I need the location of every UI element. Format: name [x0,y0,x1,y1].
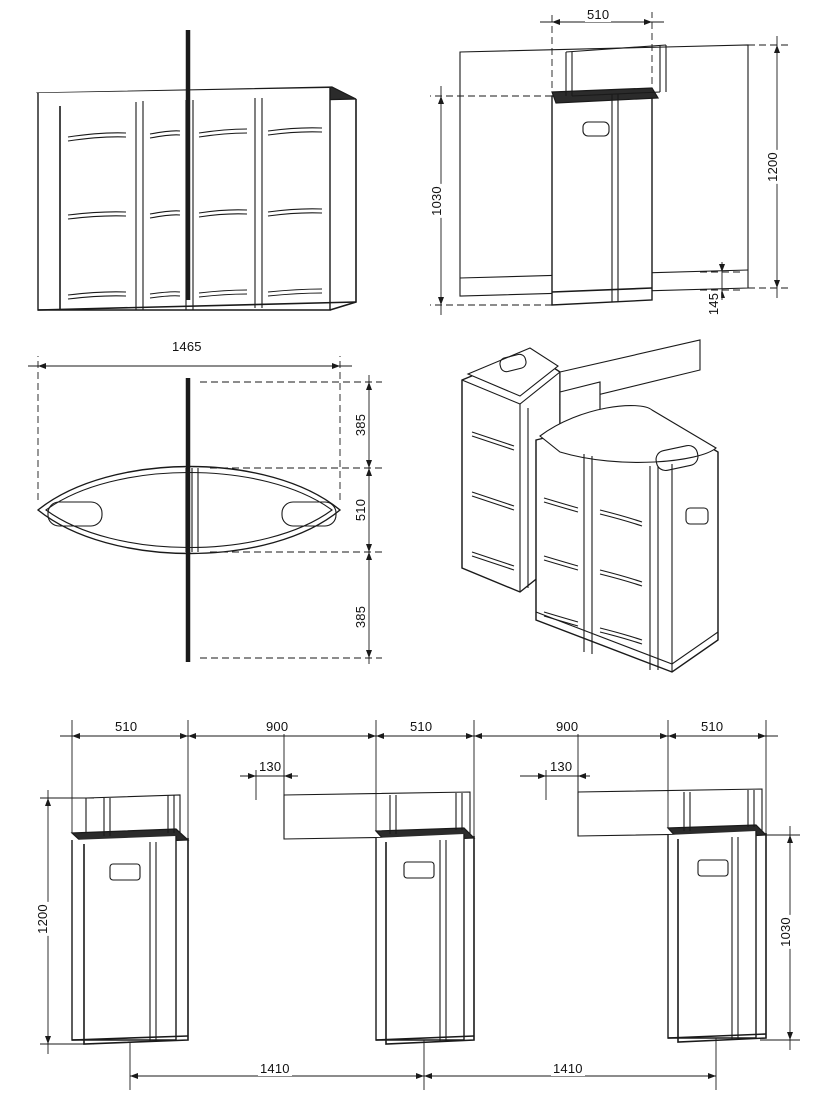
view-top-plan [28,356,382,664]
dim-side-base-145: 145 [706,292,722,316]
dim-lane-span-1-1410: 1410 [260,1061,290,1076]
dim-plan-length-1465: 1465 [172,339,202,354]
dim-lane-span-2-1410: 1410 [553,1061,583,1076]
dim-plan-wing-rear-385: 385 [353,605,369,629]
dim-plan-width-510: 510 [353,498,369,522]
dim-lane-glass-1-130: 130 [259,759,282,774]
dim-lane-height-1200: 1200 [34,904,50,934]
dim-lane-cabinet-2-510: 510 [410,719,433,734]
dim-lane-glass-2-130: 130 [550,759,573,774]
dim-lane-height-1030: 1030 [777,917,793,947]
dim-lane-gap-1-900: 900 [266,719,289,734]
dim-side-width-510: 510 [587,7,610,22]
view-isometric [462,340,718,672]
dim-side-height-1200: 1200 [764,152,780,182]
view-side-elevation [430,12,790,315]
dim-lane-cabinet-3-510: 510 [701,719,724,734]
view-multi-lane-elevation [40,720,800,1090]
dim-side-height-1030: 1030 [428,186,444,216]
view-front-elevation [38,30,356,310]
dim-lane-gap-2-900: 900 [556,719,579,734]
dim-plan-wing-front-385: 385 [353,413,369,437]
dim-lane-cabinet-1-510: 510 [115,719,138,734]
